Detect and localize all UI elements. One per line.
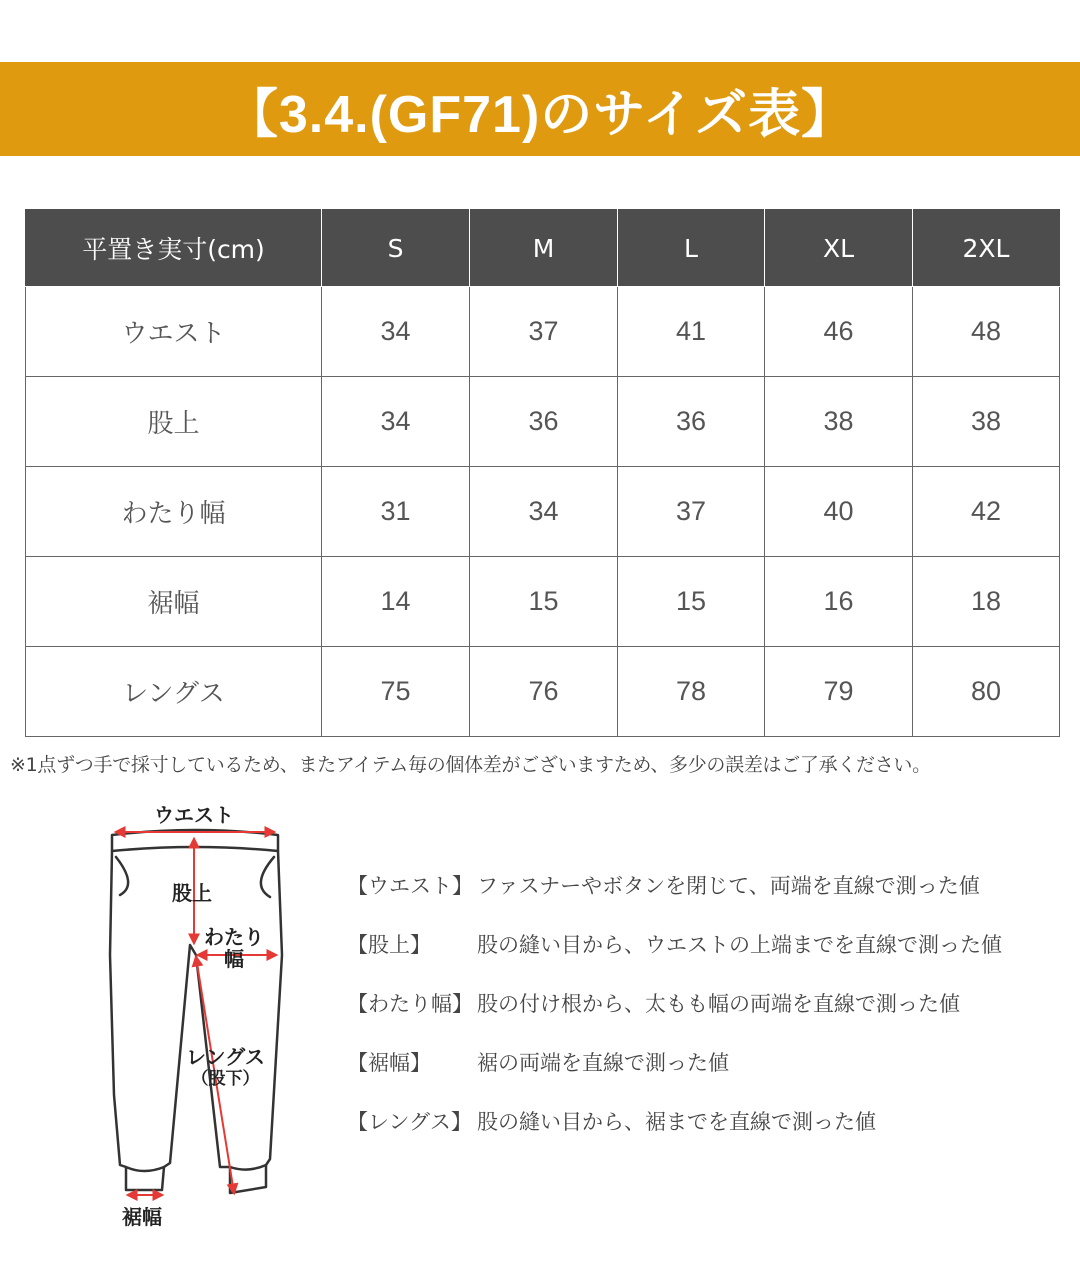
diagram-label-waist: ウエスト bbox=[154, 803, 234, 827]
table-cell: 76 bbox=[470, 647, 618, 737]
table-cell: 37 bbox=[470, 287, 618, 377]
row-label: ウエスト bbox=[26, 287, 322, 377]
table-cell: 14 bbox=[322, 557, 470, 647]
definition-term: 【股上】 bbox=[347, 933, 431, 957]
table-cell: 34 bbox=[322, 287, 470, 377]
table-cell: 15 bbox=[470, 557, 618, 647]
table-cell: 75 bbox=[322, 647, 470, 737]
header-size-xl: XL bbox=[765, 210, 913, 287]
table-cell: 78 bbox=[618, 647, 765, 737]
left-pocket bbox=[116, 857, 128, 895]
table-cell: 34 bbox=[322, 377, 470, 467]
table-cell: 38 bbox=[913, 377, 1060, 467]
table-cell: 34 bbox=[470, 467, 618, 557]
row-label: レングス bbox=[26, 647, 322, 737]
table-cell: 16 bbox=[765, 557, 913, 647]
size-header-row bbox=[26, 210, 1060, 287]
banner-title: 【3.4.(GF71)のサイズ表】 bbox=[225, 85, 855, 144]
row-label: 裾幅 bbox=[26, 557, 322, 647]
table-cell: 46 bbox=[765, 287, 913, 377]
table-row bbox=[26, 647, 1060, 737]
table-cell: 41 bbox=[618, 287, 765, 377]
row-label: 股上 bbox=[26, 377, 322, 467]
right-pocket bbox=[261, 857, 274, 897]
definition-desc: 股の縫い目から、裾までを直線で測った値 bbox=[477, 1110, 876, 1134]
pants-diagram bbox=[90, 795, 330, 1235]
diagram-label-thigh-line2: 幅 bbox=[224, 947, 244, 971]
table-cell: 38 bbox=[765, 377, 913, 467]
definition-desc: ファスナーやボタンを閉じて、両端を直線で測った値 bbox=[477, 874, 980, 898]
diagram-label-rise: 股上 bbox=[172, 881, 212, 905]
diagram-label-length-line2: （股下） bbox=[191, 1069, 260, 1089]
table-cell: 79 bbox=[765, 647, 913, 737]
right-cuff bbox=[230, 1165, 266, 1170]
table-cell: 31 bbox=[322, 467, 470, 557]
row-label: わたり幅 bbox=[26, 467, 322, 557]
table-row bbox=[26, 467, 1060, 557]
header-label: 平置き実寸(cm) bbox=[26, 210, 322, 287]
size-chart-banner bbox=[0, 62, 1080, 156]
diagram-label-thigh-line1: わたり bbox=[204, 925, 264, 949]
header-size-l: L bbox=[618, 210, 765, 287]
table-row bbox=[26, 377, 1060, 467]
table-cell: 42 bbox=[913, 467, 1060, 557]
header-size-s: S bbox=[322, 210, 470, 287]
diagram-label-length bbox=[186, 1047, 265, 1088]
left-cuff bbox=[126, 1167, 164, 1171]
diagram-label-hem: 裾幅 bbox=[122, 1205, 162, 1229]
table-cell: 36 bbox=[470, 377, 618, 467]
size-table bbox=[25, 209, 1060, 737]
definition-desc: 股の付け根から、太もも幅の両端を直線で測った値 bbox=[477, 992, 960, 1016]
table-cell: 15 bbox=[618, 557, 765, 647]
pants-illustration bbox=[90, 795, 330, 1235]
definition-term: 【わたり幅】 bbox=[347, 992, 473, 1016]
diagram-label-length-line1: レングス bbox=[186, 1045, 265, 1069]
definition-term: 【ウエスト】 bbox=[347, 874, 473, 898]
measurement-note: ※1点ずつ手で採寸しているため、またアイテム毎の個体差がございますため、多少の誤差はご了承ください。 bbox=[10, 754, 931, 776]
table-row bbox=[26, 557, 1060, 647]
table-cell: 80 bbox=[913, 647, 1060, 737]
table-row bbox=[26, 287, 1060, 377]
definition-desc: 裾の両端を直線で測った値 bbox=[477, 1051, 729, 1075]
definition-term: 【裾幅】 bbox=[347, 1051, 431, 1075]
definition-desc: 股の縫い目から、ウエストの上端までを直線で測った値 bbox=[477, 933, 1002, 957]
definition-term: 【レングス】 bbox=[347, 1110, 472, 1134]
table-cell: 48 bbox=[913, 287, 1060, 377]
table-cell: 40 bbox=[765, 467, 913, 557]
table-cell: 37 bbox=[618, 467, 765, 557]
header-size-2xl: 2XL bbox=[913, 210, 1060, 287]
table-cell: 36 bbox=[618, 377, 765, 467]
diagram-label-thigh bbox=[204, 927, 264, 969]
table-cell: 18 bbox=[913, 557, 1060, 647]
header-size-m: M bbox=[470, 210, 618, 287]
